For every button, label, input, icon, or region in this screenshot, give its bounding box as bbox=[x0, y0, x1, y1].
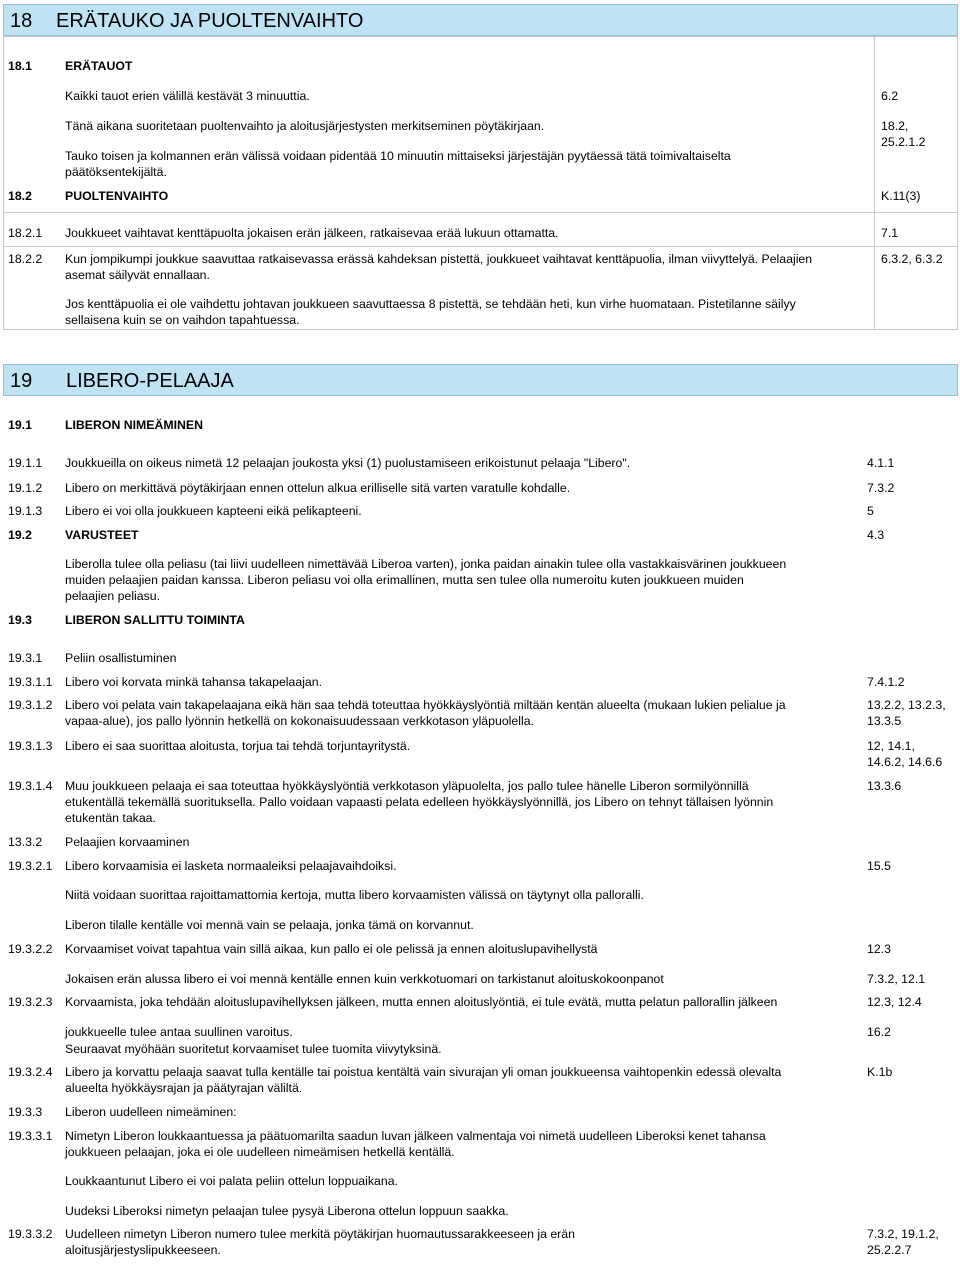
rule-reference: 6.2 bbox=[881, 89, 899, 103]
reference-column-divider bbox=[874, 36, 875, 330]
rule-number: 19.3.2.4 bbox=[8, 1065, 53, 1079]
rule-text: etukentällä tekemällä suorituksella. Pallo voidaan vapaasti pelata edelleen hyökkäyslyönnillä, jos Libero on tehnyt tällaisen lyönnin bbox=[65, 795, 774, 809]
rule-reference: 4.3 bbox=[867, 528, 885, 542]
subsection-title: ERÄTAUOT bbox=[65, 59, 133, 73]
section-18-frame bbox=[3, 36, 958, 330]
rule-reference: 7.4.1.2 bbox=[867, 675, 905, 689]
subsection-title: PUOLTENVAIHTO bbox=[65, 189, 169, 203]
rule-reference: 4.1.1 bbox=[867, 456, 895, 470]
rule-text: Niitä voidaan suorittaa rajoittamattomia kertoja, mutta libero korvaamisten välissä on täytynyt olla palloralli. bbox=[65, 888, 644, 902]
paragraph: Kaikki tauot erien välillä kestävät 3 minuuttia. bbox=[65, 89, 310, 103]
rule-number: 19.3.1 bbox=[8, 651, 43, 665]
rule-text: Uudelleen nimetyn Liberon numero tulee merkitä pöytäkirjan huomautussarakkeeseen ja erän bbox=[65, 1227, 575, 1241]
rule-reference: 25.2.2.7 bbox=[867, 1243, 912, 1257]
rule-text: Seuraavat myöhään suoritetut korvaamiset tulee tuomita viivytyksinä. bbox=[65, 1042, 442, 1056]
rule-text: muiden pelaajien paidan kanssa. Liberon peliasu voi olla erimallinen, mutta sen tulee olla numeroitu kuten joukkueen muiden bbox=[65, 573, 744, 587]
row-divider bbox=[3, 212, 958, 213]
rule-number: 18.2.1 bbox=[8, 226, 43, 240]
rule-text: asemat säilyvät ennallaan. bbox=[65, 268, 210, 282]
rule-text: alueelta hyökkäysrajan ja päätyrajan väliltä. bbox=[65, 1081, 303, 1095]
section-19-header bbox=[3, 364, 958, 396]
rule-text: Jokaisen erän alussa libero ei voi mennä kentälle ennen kuin verkkotuomari on tarkistanut aloituskokoonpanot bbox=[65, 972, 664, 986]
rule-text: sellaisena kuin se on vaihdon tapahtuessa. bbox=[65, 313, 300, 327]
rule-text: Nimetyn Liberon loukkaantuessa ja päätuomarilta saadun luvan jälkeen valmentaja voi nimetä uudelleen Liberoksi kenet tahansa bbox=[65, 1129, 766, 1143]
section-number: 19 bbox=[10, 370, 33, 392]
subsection-title: LIBERON SALLITTU TOIMINTA bbox=[65, 613, 245, 627]
section-title: ERÄTAUKO JA PUOLTENVAIHTO bbox=[56, 10, 364, 32]
rule-text: vapaa-alue), jos pallo lyönnin hetkellä on kokonaisuudessaan verkkotason yläpuolella. bbox=[65, 714, 534, 728]
rule-number: 19.3.1.2 bbox=[8, 698, 53, 712]
rule-reference: 5 bbox=[867, 504, 874, 518]
rule-reference: 7.3.2 bbox=[867, 481, 895, 495]
rule-text: joukkueen pelaajan, joka ei ole uudelleen nimeämisen hetkellä kentällä. bbox=[65, 1145, 455, 1159]
rule-number: 19.2 bbox=[8, 528, 32, 542]
rule-reference: 16.2 bbox=[867, 1025, 891, 1039]
rule-number: 19.1.3 bbox=[8, 504, 43, 518]
rule-number: 19.3.1.1 bbox=[8, 675, 53, 689]
rule-text: Korvaamiset voivat tapahtua vain sillä aikaa, kun pallo ei ole pelissä ja ennen aloituslupavihellystä bbox=[65, 942, 598, 956]
rule-reference: 13.2.2, 13.2.3, bbox=[867, 698, 946, 712]
rule-text: Liberon tilalle kentälle voi mennä vain se pelaaja, jonka tämä on korvannut. bbox=[65, 918, 474, 932]
rule-text: Libero voi pelata vain takapelaajana eikä hän saa tehdä toteuttaa hyökkäyslyöntiä miltään kentän alueelta (mukaan lukien pelialue ja bbox=[65, 698, 786, 712]
rule-text: Jos kenttäpuolia ei ole vaihdettu johtavan joukkueen saavuttaessa 8 pistettä, se tehdään heti, kun virhe huomataan. Pistetilanne säilyy bbox=[65, 297, 796, 311]
rule-text: Liberolla tulee olla peliasu (tai liivi uudelleen nimettävää Liberoa varten), jonka paidan ainakin tulee olla vastakkaisvärinen joukkueen bbox=[65, 557, 787, 571]
rule-number: 19.3.3.2 bbox=[8, 1227, 53, 1241]
rule-text: aloitusjärjestyslipukkeeseen. bbox=[65, 1243, 221, 1257]
rule-text: Uudeksi Liberoksi nimetyn pelaajan tulee pysyä Liberona ottelun loppuun saakka. bbox=[65, 1204, 509, 1218]
rule-text: Peliin osallistuminen bbox=[65, 651, 177, 665]
rule-text: Libero on merkittävä pöytäkirjaan ennen ottelun alkua erilliselle sitä varten varatulle kohdalle. bbox=[65, 481, 571, 495]
rule-text: Libero korvaamisia ei lasketa normaaleiksi pelaajavaihdoiksi. bbox=[65, 859, 397, 873]
rule-text: Joukkueet vaihtavat kenttäpuolta jokaisen erän jälkeen, ratkaisevaa erää lukuun ottamatta. bbox=[65, 226, 559, 240]
rule-reference: 12, 14.1, bbox=[867, 739, 915, 753]
rule-text: Loukkaantunut Libero ei voi palata peliin ottelun loppuaikana. bbox=[65, 1174, 398, 1188]
rule-text: Joukkueilla on oikeus nimetä 12 pelaajan joukosta yksi (1) puolustamiseen erikoistunut pelaaja "Libero". bbox=[65, 456, 631, 470]
rule-reference: 7.1 bbox=[881, 226, 899, 240]
rule-text: joukkueelle tulee antaa suullinen varoitus. bbox=[65, 1025, 293, 1039]
paragraph: Tauko toisen ja kolmannen erän välissä voidaan pidentää 10 minuutin mittaiseksi järjestäjän pyytäessä tätä toimivaltaiselta bbox=[65, 149, 731, 163]
rule-number: 19.1.1 bbox=[8, 456, 43, 470]
subsection-title: VARUSTEET bbox=[65, 528, 139, 542]
paragraph: päätöksentekijältä. bbox=[65, 165, 167, 179]
rule-reference: 14.6.2, 14.6.6 bbox=[867, 755, 943, 769]
rule-text: Pelaajien korvaaminen bbox=[65, 835, 190, 849]
subsection-title: LIBERON NIMEÄMINEN bbox=[65, 418, 203, 432]
subsection-number: 18.2 bbox=[8, 189, 32, 203]
paragraph: Tänä aikana suoritetaan puoltenvaihto ja aloitusjärjestysten merkitseminen pöytäkirjaan. bbox=[65, 119, 545, 133]
rule-text: pelaajien peliasu. bbox=[65, 589, 161, 603]
rule-number: 19.3.1.3 bbox=[8, 739, 53, 753]
section-number: 18 bbox=[10, 10, 33, 32]
rule-text: Libero ei voi olla joukkueen kapteeni eikä pelikapteeni. bbox=[65, 504, 362, 518]
rule-text: Libero voi korvata minkä tahansa takapelaajan. bbox=[65, 675, 323, 689]
rule-reference: 25.2.1.2 bbox=[881, 135, 926, 149]
rule-text: Muu joukkueen pelaaja ei saa toteuttaa hyökkäyslyöntiä verkkotason yläpuolelta, jos pallo tulee hänelle Liberon sormilyönnillä bbox=[65, 779, 749, 793]
rule-reference: 15.5 bbox=[867, 859, 891, 873]
rule-text: Korvaamista, joka tehdään aloituslupavihellyksen jälkeen, mutta ennen aloituslyöntiä, ei tule evätä, mutta pelatun pallorallin jälkeen bbox=[65, 995, 778, 1009]
rule-text: Kun jompikumpi joukkue saavuttaa ratkaisevassa erässä kahdeksan pistettä, joukkueet vaihtavat kenttäpuolia, ilman viivyttelyä. Pelaajien bbox=[65, 252, 813, 266]
rule-number: 19.1 bbox=[8, 418, 32, 432]
rule-reference: 12.3, 12.4 bbox=[867, 995, 922, 1009]
rule-number: 18.2.2 bbox=[8, 252, 43, 266]
rule-number: 19.3.2.2 bbox=[8, 942, 53, 956]
rule-reference: K.1b bbox=[867, 1065, 893, 1079]
rule-number: 19.3.2.1 bbox=[8, 859, 53, 873]
rule-text: Libero ja korvattu pelaaja saavat tulla kentälle tai poistua kentältä vain sivurajan yli oman joukkueensa vaihtopenkin edessä olevalta bbox=[65, 1065, 782, 1079]
rule-number: 19.3 bbox=[8, 613, 32, 627]
rule-number: 19.3.3.1 bbox=[8, 1129, 53, 1143]
rule-reference: 13.3.6 bbox=[867, 779, 902, 793]
rule-number: 19.3.3 bbox=[8, 1105, 43, 1119]
rule-reference: 13.3.5 bbox=[867, 714, 902, 728]
rule-text: Liberon uudelleen nimeäminen: bbox=[65, 1105, 237, 1119]
rule-reference: 7.3.2, 12.1 bbox=[867, 972, 926, 986]
rule-reference: 7.3.2, 19.1.2, bbox=[867, 1227, 939, 1241]
rule-text: Libero ei saa suorittaa aloitusta, torjua tai tehdä torjuntayritystä. bbox=[65, 739, 411, 753]
rule-number: 13.3.2 bbox=[8, 835, 43, 849]
section-title: LIBERO-PELAAJA bbox=[66, 370, 234, 392]
rule-number: 19.3.1.4 bbox=[8, 779, 53, 793]
section-18-header bbox=[3, 4, 958, 36]
rule-number: 19.1.2 bbox=[8, 481, 43, 495]
rule-reference: 12.3 bbox=[867, 942, 891, 956]
row-divider bbox=[3, 246, 958, 247]
rule-number: 19.3.2.3 bbox=[8, 995, 53, 1009]
rule-text: etukentän takaa. bbox=[65, 811, 156, 825]
subsection-number: 18.1 bbox=[8, 59, 32, 73]
rule-reference: K.11(3) bbox=[881, 189, 921, 203]
rule-reference: 18.2, bbox=[881, 119, 909, 133]
rule-reference: 6.3.2, 6.3.2 bbox=[881, 252, 943, 266]
